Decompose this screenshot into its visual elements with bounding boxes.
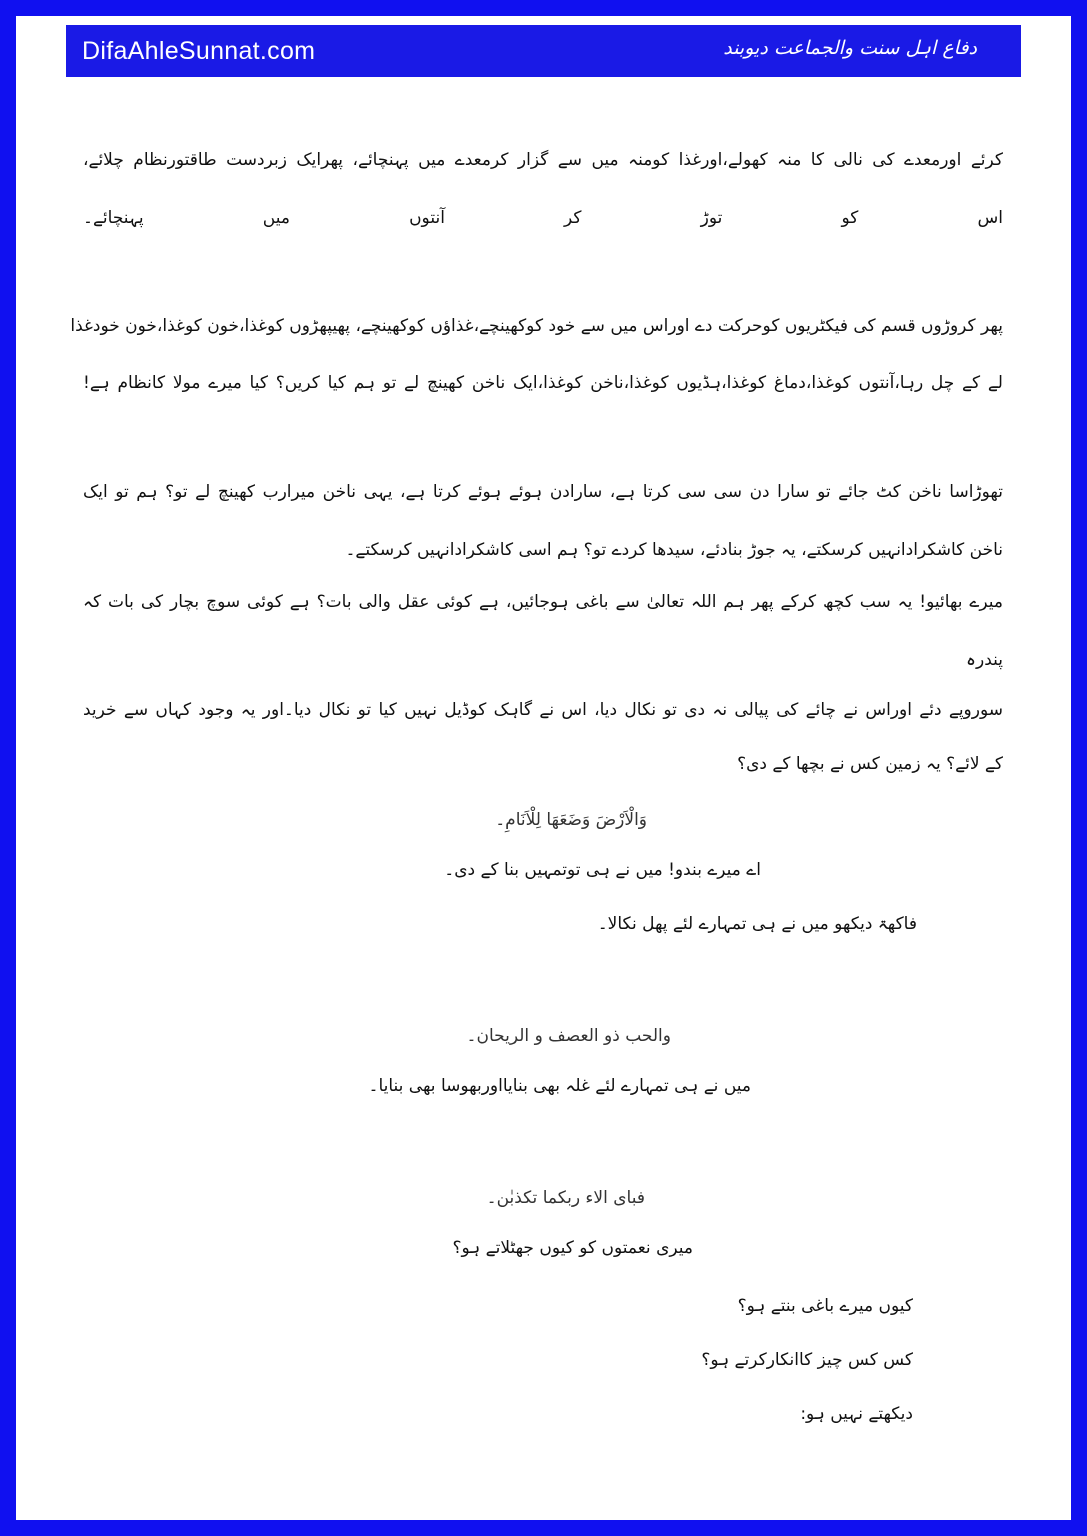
quran-verse-3: فبای الاء ربکما تکذبٰن۔ — [486, 1188, 645, 1208]
body-line-12: فاکھۃ دیکھو میں نے ہی تمہارے لئے پھل نکالا۔ — [597, 914, 917, 934]
body-line-4: لے کے چل رہا،آنتوں کوغذا،دماغ کوغذا،ہڈیوں کوغذا،ناخن کوغذا،ایک ناخن کھینچ لے تو ہم کیا کریں؟ کیا میرے مولا کانظام ہے! — [83, 373, 1003, 393]
body-line-17: دیکھتے نہیں ہو: — [800, 1404, 913, 1424]
body-line-6: ناخن کاشکرادانہیں کرسکتے، یہ جوڑ بنادئے، سیدھا کردے تو؟ ہم اسی کاشکرادانہیں کرسکتے۔ — [345, 540, 1003, 560]
quran-verse-2: والحب ذو العصف و الریحان۔ — [466, 1026, 671, 1046]
page-header — [66, 25, 1021, 77]
body-line-8: پندرہ — [966, 650, 1003, 670]
site-url[interactable]: DifaAhleSunnat.com — [82, 37, 316, 65]
body-line-2: اس کو توڑ کر آنتوں میں پہنچائے۔ — [83, 208, 1003, 228]
site-title: دفاع اہل سنت والجماعت دیوبند — [723, 37, 977, 59]
body-line-1: کرئے اورمعدے کی نالی کا منہ کھولے،اورغذا کومنہ میں سے گزار کرمعدے میں پہنچائے، پھرایک زبردست طاقتورنظام چلائے، — [83, 150, 1003, 170]
body-line-15: کیوں میرے باغی بنتے ہو؟ — [737, 1296, 913, 1316]
body-line-14: میری نعمتوں کو کیوں جھٹلاتے ہو؟ — [452, 1238, 693, 1258]
body-line-13: میں نے ہی تمہارے لئے غلہ بھی بنایااوربھوسا بھی بنایا۔ — [368, 1076, 751, 1096]
body-line-16: کس کس چیز کاانکارکرتے ہو؟ — [701, 1350, 913, 1370]
body-line-10: کے لائے؟ یہ زمین کس نے بچھا کے دی؟ — [737, 754, 1003, 774]
body-line-3: پھر کروڑوں قسم کی فیکٹریوں کوحرکت دے اوراس میں سے خود کوکھینچے،غذاؤں کوکھینچے، پھیپھڑوں کوغذا،خون کوغذا،خون خودغذا — [70, 316, 1003, 336]
body-line-7: میرے بھائیو! یہ سب کچھ کرکے پھر ہم اللہ تعالیٰ سے باغی ہوجائیں، ہے کوئی عقل والی بات؟ ہے کوئی سوچ بچار کی بات کہ — [83, 592, 1003, 612]
quran-verse-1: وَالْاَرْضَ وَضَعَھَا لِلْاَنَامِ۔ — [495, 810, 647, 830]
body-line-5: تھوڑاسا ناخن کٹ جائے تو سارا دن سی سی کرتا ہے، سارادن ہوئے ہوئے کرتا ہے، یہی ناخن میرارب کھینچ لے تو؟ ہم تو ایک — [83, 482, 1003, 502]
body-line-9: سوروپے دئے اوراس نے چائے کی پیالی نہ دی تو نکال دیا، اس نے گاہک کوڈیل نہیں کیا تو نکال دیا۔اور یہ وجود کہاں سے خرید — [83, 700, 1003, 720]
body-line-11: اے میرے بندو! میں نے ہی توتمہیں بنا کے دی۔ — [444, 860, 761, 880]
